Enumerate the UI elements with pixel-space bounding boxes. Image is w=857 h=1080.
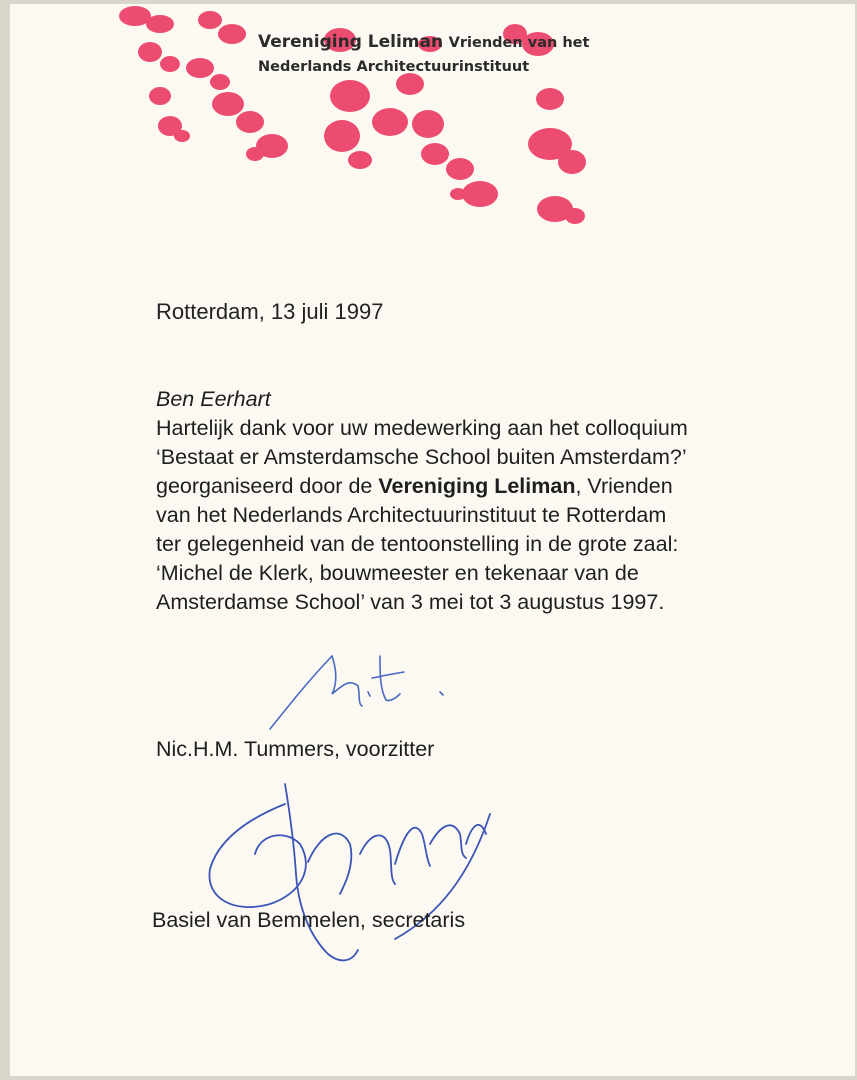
body-line-1: Hartelijk dank voor uw medewerking aan het colloquium: [156, 416, 688, 440]
recipient-name: Ben Eerhart: [156, 387, 271, 411]
org-name: Vereniging Leliman: [258, 32, 444, 52]
body-line-3-pre: georganiseerd door de: [156, 474, 379, 498]
org-tagline-1: Vrienden van het: [448, 35, 590, 51]
letterhead: [258, 30, 589, 79]
org-tagline-2: Nederlands Architectuurinstituut: [258, 59, 530, 75]
letter-date: Rotterdam, 13 juli 1997: [156, 299, 384, 324]
body-line-2: ‘Bestaat er Amsterdamsche School buiten Amsterdam?’: [156, 445, 687, 469]
body-line-3: [156, 472, 836, 501]
body-line-4: van het Nederlands Architectuurinstituut te Rotterdam: [156, 503, 667, 527]
letter-page: [10, 4, 855, 1076]
body-line-3-org: Vereniging Leliman: [378, 474, 576, 498]
body-line-7: Amsterdamse School’ van 3 mei tot 3 augustus 1997.: [156, 590, 665, 614]
body-line-5: ter gelegenheid van de tentoonstelling in de grote zaal:: [156, 532, 679, 556]
letter-body: [156, 385, 836, 617]
letterhead-line-1: [258, 30, 589, 55]
body-line-3-post: , Vrienden: [575, 474, 673, 498]
signatory-secretary: Basiel van Bemmelen, secretaris: [152, 908, 466, 932]
body-line-6: ‘Michel de Klerk, bouwmeester en tekenaar van de: [156, 561, 639, 585]
signature-secretary: [190, 774, 510, 974]
signature-chairman: [240, 634, 480, 744]
signatory-chairman: Nic.H.M. Tummers, voorzitter: [156, 737, 435, 761]
